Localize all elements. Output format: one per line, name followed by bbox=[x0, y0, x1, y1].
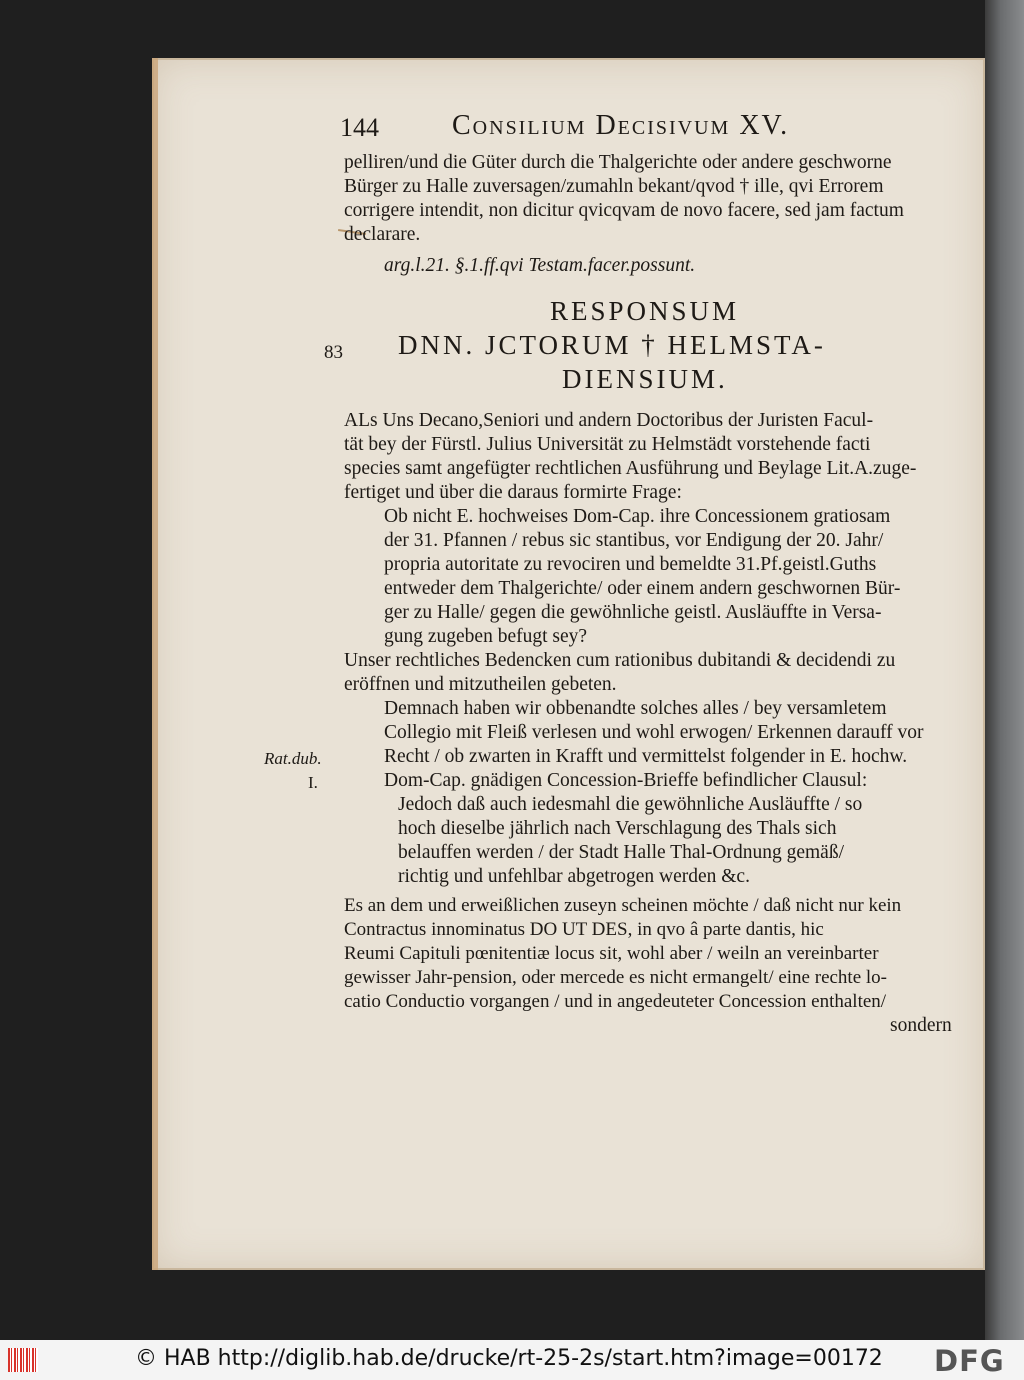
para4-line: Es an dem und erweißlichen zuseyn scheinen möchte / daß nicht nur kein bbox=[344, 895, 902, 916]
para4-line: gewisser Jahr-pension, oder mercede es nicht ermangelt/ eine rechte lo- bbox=[344, 967, 888, 988]
margin-note-rat-dub: Rat.dub. bbox=[264, 749, 322, 768]
citation: arg.l.21. §.1.ff.qvi Testam.facer.possunt. bbox=[384, 255, 696, 276]
question-line: ger zu Halle/ gegen die gewöhnliche geistl. Ausläuffte in Versa- bbox=[384, 602, 882, 623]
para3-line: Recht / ob zwarten in Krafft und vermittelst folgender in E. hochw. bbox=[384, 746, 908, 767]
para1-line: fertiget und über die daraus formirte Frage: bbox=[344, 482, 682, 503]
question-line: entweder dem Thalgerichte/ oder einem andern geschwornen Bür- bbox=[384, 578, 901, 599]
responsum-line3: DIENSIUM. bbox=[562, 364, 728, 394]
clause-line: Jedoch daß auch iedesmahl die gewöhnliche Ausläuffte / so bbox=[398, 794, 863, 815]
para3-line: Dom-Cap. gnädigen Concession-Brieffe befindlicher Clausul: bbox=[384, 770, 868, 791]
catchword: sondern bbox=[890, 1015, 952, 1036]
book-page bbox=[152, 58, 985, 1270]
page-number: 144 bbox=[340, 113, 379, 142]
para1-line: species samt angefügter rechtlichen Ausführung und Beylage Lit.A.zuge- bbox=[344, 458, 917, 479]
clause-line: belauffen werden / der Stadt Halle Thal-Ordnung gemäß/ bbox=[398, 842, 845, 863]
intro_lines-line: pelliren/und die Güter durch die Thalgerichte oder andere geschworne bbox=[344, 152, 892, 173]
question-line: propria autoritate zu revociren und bemeldte 31.Pf.geistl.Guths bbox=[384, 554, 877, 575]
para4-line: Contractus innominatus DO UT DES, in qvo â parte dantis, hic bbox=[344, 919, 824, 940]
barcode-icon bbox=[8, 1348, 38, 1372]
adjacent-page-edge bbox=[985, 0, 1024, 1340]
question-line: Ob nicht E. hochweises Dom-Cap. ihre Concessionem gratiosam bbox=[384, 506, 891, 527]
copyright-link[interactable]: © HAB http://diglib.hab.de/drucke/rt-25-2s/start.htm?image=00172 bbox=[135, 1346, 883, 1371]
margin-note-numeral: I. bbox=[308, 773, 318, 792]
para4-line: catio Conductio vorgangen / und in angedeuteter Concession enthalten/ bbox=[344, 991, 887, 1012]
para2-line: Unser rechtliches Bedencken cum rationibus dubitandi & decidendi zu bbox=[344, 650, 896, 671]
question-line: der 31. Pfannen / rebus sic stantibus, vor Endigung der 20. Jahr/ bbox=[384, 530, 884, 551]
para4-line: Reumi Capituli pœnitentiæ locus sit, wohl aber / weiln an vereinbarter bbox=[344, 943, 879, 964]
intro_lines-line: corrigere intendit, non dicitur qvicqvam de novo facere, sed jam factum bbox=[344, 200, 904, 221]
dfg-logo: DFG bbox=[934, 1344, 1005, 1378]
margin-number: 83 bbox=[324, 342, 343, 363]
para3-line: Collegio mit Fleiß verlesen und wohl erwogen/ Erkennen darauff vor bbox=[384, 722, 924, 743]
clause-line: richtig und unfehlbar abgetrogen werden &c. bbox=[398, 866, 750, 887]
para2-line: eröffnen und mitzutheilen gebeten. bbox=[344, 674, 617, 695]
para3-line: Demnach haben wir obbenandte solches alles / bey versamletem bbox=[384, 698, 887, 719]
viewer-footer bbox=[0, 1340, 1024, 1380]
intro_lines-line: declarare. bbox=[344, 224, 421, 245]
clause-line: hoch dieselbe jährlich nach Verschlagung des Thals sich bbox=[398, 818, 837, 839]
responsum-line1: RESPONSUM bbox=[550, 296, 740, 326]
question-line: gung zugeben befugt sey? bbox=[384, 626, 588, 647]
para1-line: tät bey der Fürstl. Julius Universität zu Helmstädt vorstehende facti bbox=[344, 434, 871, 455]
responsum-line2: DNN. JCTORUM † HELMSTA- bbox=[398, 330, 826, 360]
para1-line: ALs Uns Decano,Seniori und andern Doctoribus der Juristen Facul- bbox=[344, 410, 874, 431]
intro_lines-line: Bürger zu Halle zuversagen/zumahln bekant/qvod † ille, qvi Errorem bbox=[344, 176, 884, 197]
running-title: Consilium Decisivum XV. bbox=[452, 110, 790, 141]
